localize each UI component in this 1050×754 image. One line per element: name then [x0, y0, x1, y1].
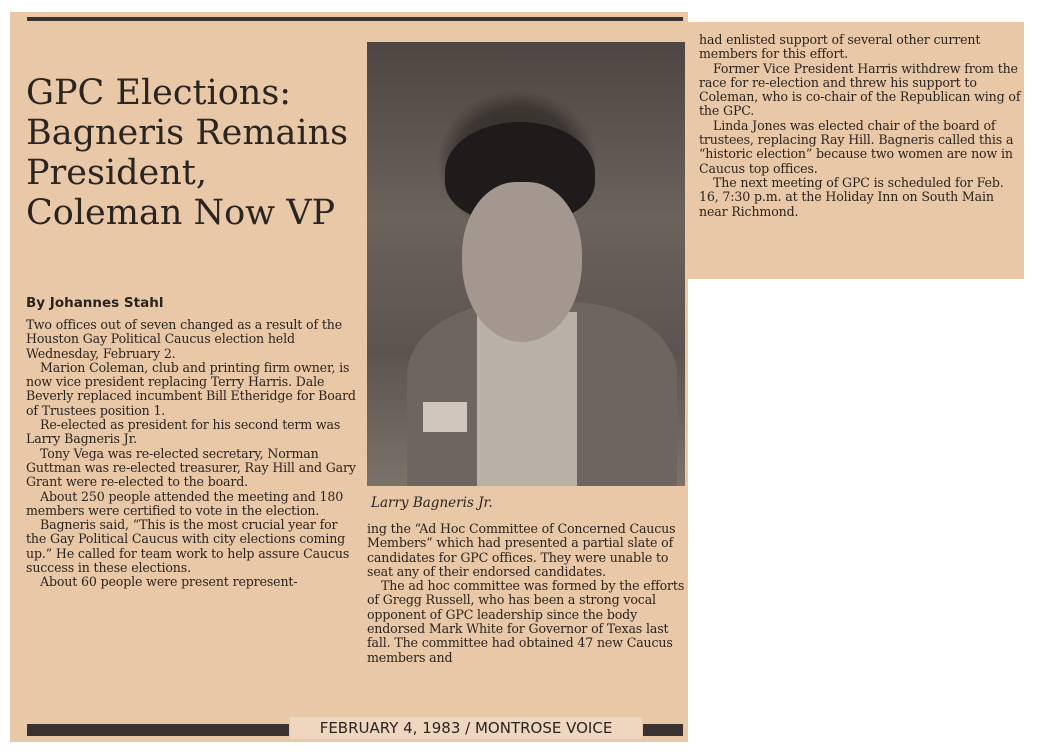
- bottom-rule-right: [643, 724, 683, 736]
- portrait-photo: [367, 42, 685, 486]
- photo-caption: Larry Bagneris Jr.: [371, 495, 493, 511]
- byline: By Johannes Stahl: [26, 295, 164, 311]
- paragraph: The ad hoc committee was formed by the efforts of Gregg Russell, who has been a strong vocal opponent of GPC leadership since the body endorsed Mark White for Governor of Texas last fall. The committee had obtained 47 new Caucus members and: [367, 578, 685, 665]
- photo-face: [462, 182, 582, 342]
- paragraph: Bagneris said, “This is the most crucial year for the Gay Political Caucus with city elections coming up.” He called for team work to help assure Caucus success in these elections.: [26, 517, 350, 576]
- newspaper-clipping-continuation: [688, 22, 1024, 279]
- paragraph: The next meeting of GPC is scheduled for Feb. 16, 7:30 p.m. at the Holiday Inn on South Main near Richmond.: [699, 174, 1004, 219]
- paragraph: About 250 people attended the meeting and 180 members were certified to vote in the election.: [26, 488, 344, 518]
- paragraph: Linda Jones was elected chair of the board of trustees, replacing Ray Hill. Bagneris called this a “historic election” because two women are now in Caucus top offices.: [699, 117, 1014, 176]
- article-column-3: [699, 33, 1021, 219]
- paragraph: Two offices out of seven changed as a result of the Houston Gay Political Caucus election held Wednesday, February 2.: [26, 317, 343, 361]
- article-column-1: [26, 318, 356, 590]
- paragraph: Re-elected as president for his second term was Larry Bagneris Jr.: [26, 417, 341, 447]
- bottom-rule-left: [27, 724, 289, 736]
- paragraph: ing the “Ad Hoc Committee of Concerned Caucus Members” which had presented a partial slate of candidates for GPC offices. They were unable to seat any of their endorsed candidates.: [367, 521, 676, 579]
- newspaper-clipping-main: [10, 12, 688, 742]
- headline: GPC Elections: Bagneris Remains President, Coleman Now VP: [26, 73, 349, 234]
- paragraph: had enlisted support of several other current members for this effort.: [699, 32, 981, 62]
- footer-dateline: FEBRUARY 4, 1983 / MONTROSE VOICE: [290, 717, 642, 739]
- photo-name-badge: [423, 402, 467, 432]
- paragraph: Marion Coleman, club and printing firm owner, is now vice president replacing Terry Harris. Dale Beverly replaced incumbent Bill Etheridge for Board of Trustees position 1.: [26, 359, 356, 418]
- paragraph: Tony Vega was re-elected secretary, Norman Guttman was re-elected treasurer, Ray Hill and Gary Grant were re-elected to the board.: [26, 445, 356, 490]
- paragraph: Former Vice President Harris withdrew from the race for re-election and threw his support to Coleman, who is co-chair of the Republican wing of the GPC.: [699, 60, 1021, 119]
- top-rule: [27, 17, 683, 21]
- article-column-2: [367, 522, 687, 665]
- paragraph: About 60 people were present represent-: [40, 574, 298, 590]
